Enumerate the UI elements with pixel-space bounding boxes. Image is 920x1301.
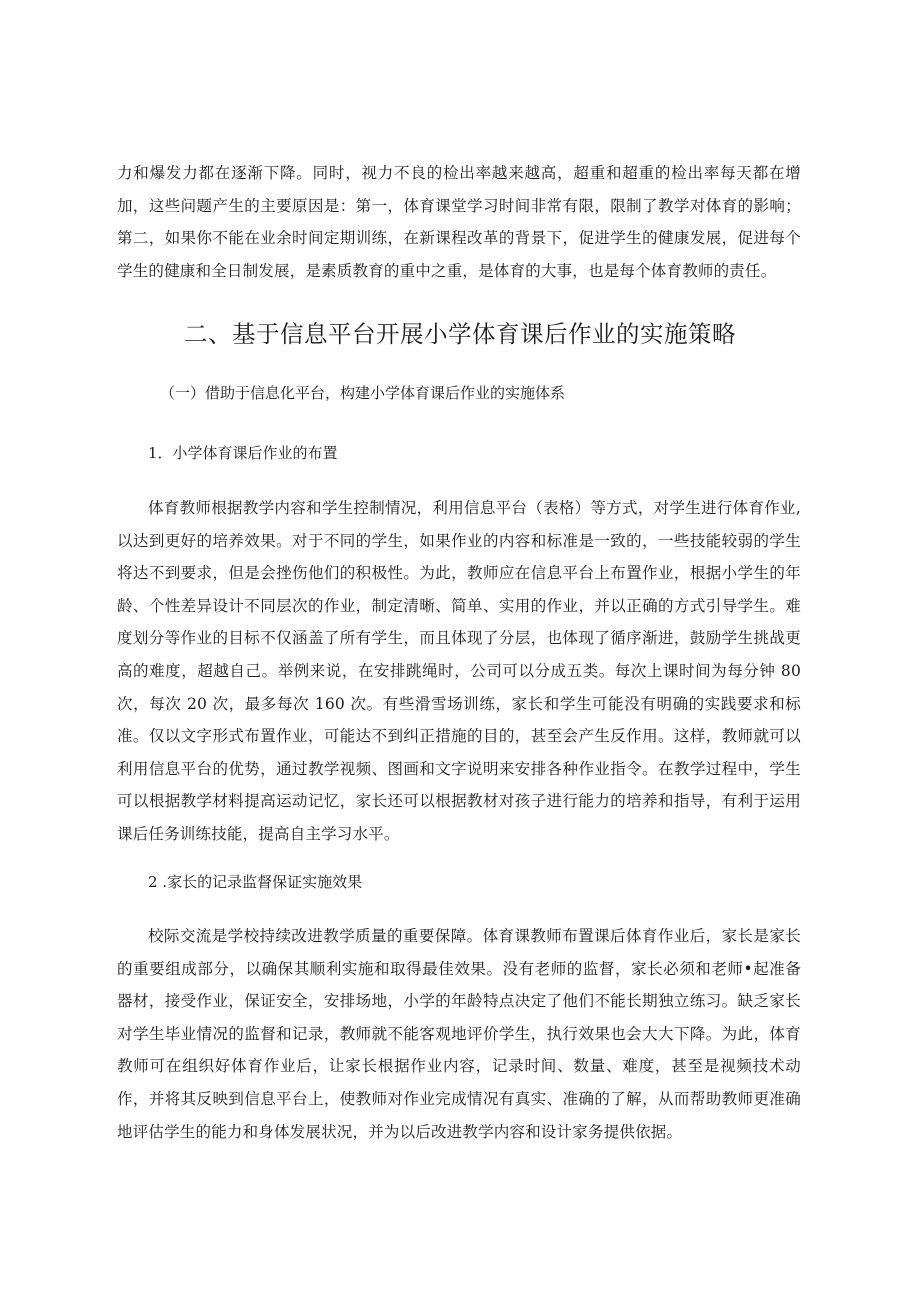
subsection-heading: （一）借助于信息化平台，构建小学体育课后作业的实施体系: [160, 384, 566, 402]
item-2-paragraph: 校际交流是学校持续改进教学质量的重要保障。体育课教师布置课后体育作业后，家长是家长的重要组成部分，以确保其顺利实施和取得最佳效果。没有老师的监督，家长必须和老师•起准备器材，接受作业，保证安全，安排场地，小学的年龄特点决定了他们不能长期独立练习。缺乏家长对学生毕业情况的监督和记录，教师就不能客观地评价学生，执行效果也会大大下降。为此，体育教师可在组织好体育作业后，让家长根据作业内容，记录时间、数量、难度，甚至是视频技术动作，并将其反映到信息平台上，使教师对作业完成情况有真实、准确的了解，从而帮助教师更准确地评估学生的能力和身体发展状况，并为以后改进教学内容和设计家务提供依据。: [117, 927, 801, 1141]
section-heading: 二、基于信息平台开展小学体育课后作业的实施策略: [184, 320, 736, 348]
item-1-heading: 1．小学体育课后作业的布置: [148, 444, 338, 462]
intro-paragraph: 力和爆发力都在逐渐下降。同时，视力不良的检出率越来越高，超重和超重的检出率每天都在增加，这些问题产生的主要原因是：第一，体育课堂学习时间非常有限，限制了教学对体育的影响；第二，如果你不能在业余时间定期训练，在新课程改革的背景下，促进学生的健康发展，促进每个学生的健康和全日制发展，是素质教育的重中之重，是体育的大事，也是每个体育教师的责任。: [117, 164, 801, 280]
item-2-heading: 2 .家长的记录监督保证实施效果: [148, 873, 363, 891]
item-1-paragraph: 体育教师根据教学内容和学生控制情况，利用信息平台（表格）等方式，对学生进行体育作业, 以达到更好的培养效果。对于不同的学生，如果作业的内容和标准是一致的，一些技能较弱的学生将达不到要求，但是会挫伤他们的积极性。为此，教师应在信息平台上布置作业，根据小学生的年龄、个性差异设计不同层次的作业，制定清晰、简单、实用的作业，并以正确的方式引导学生。难度划分等作业的目标不仅涵盖了所有学生，而且体现了分层，也体现了循序渐进，鼓励学生挑战更高的难度，超越自己。举例来说，在安排跳绳时，公司可以分成五类。每次上课时间为每分钟 80 次，每次 20 次，最多每次 160 次。有些滑雪场训练，家长和学生可能没有明确的实践要求和标准。仅以文字形式布置作业，可能达不到纠正措施的目的，甚至会产生反作用。这样，教师就可以利用信息平台的优势，通过教学视频、图画和文字说明来安排各种作业指令。在教学过程中，学生可以根据教学材料提高运动记忆，家长还可以根据教材对孩子进行能力的培养和指导，有利于运用课后任务训练技能，提高自主学习水平。: [117, 499, 802, 843]
